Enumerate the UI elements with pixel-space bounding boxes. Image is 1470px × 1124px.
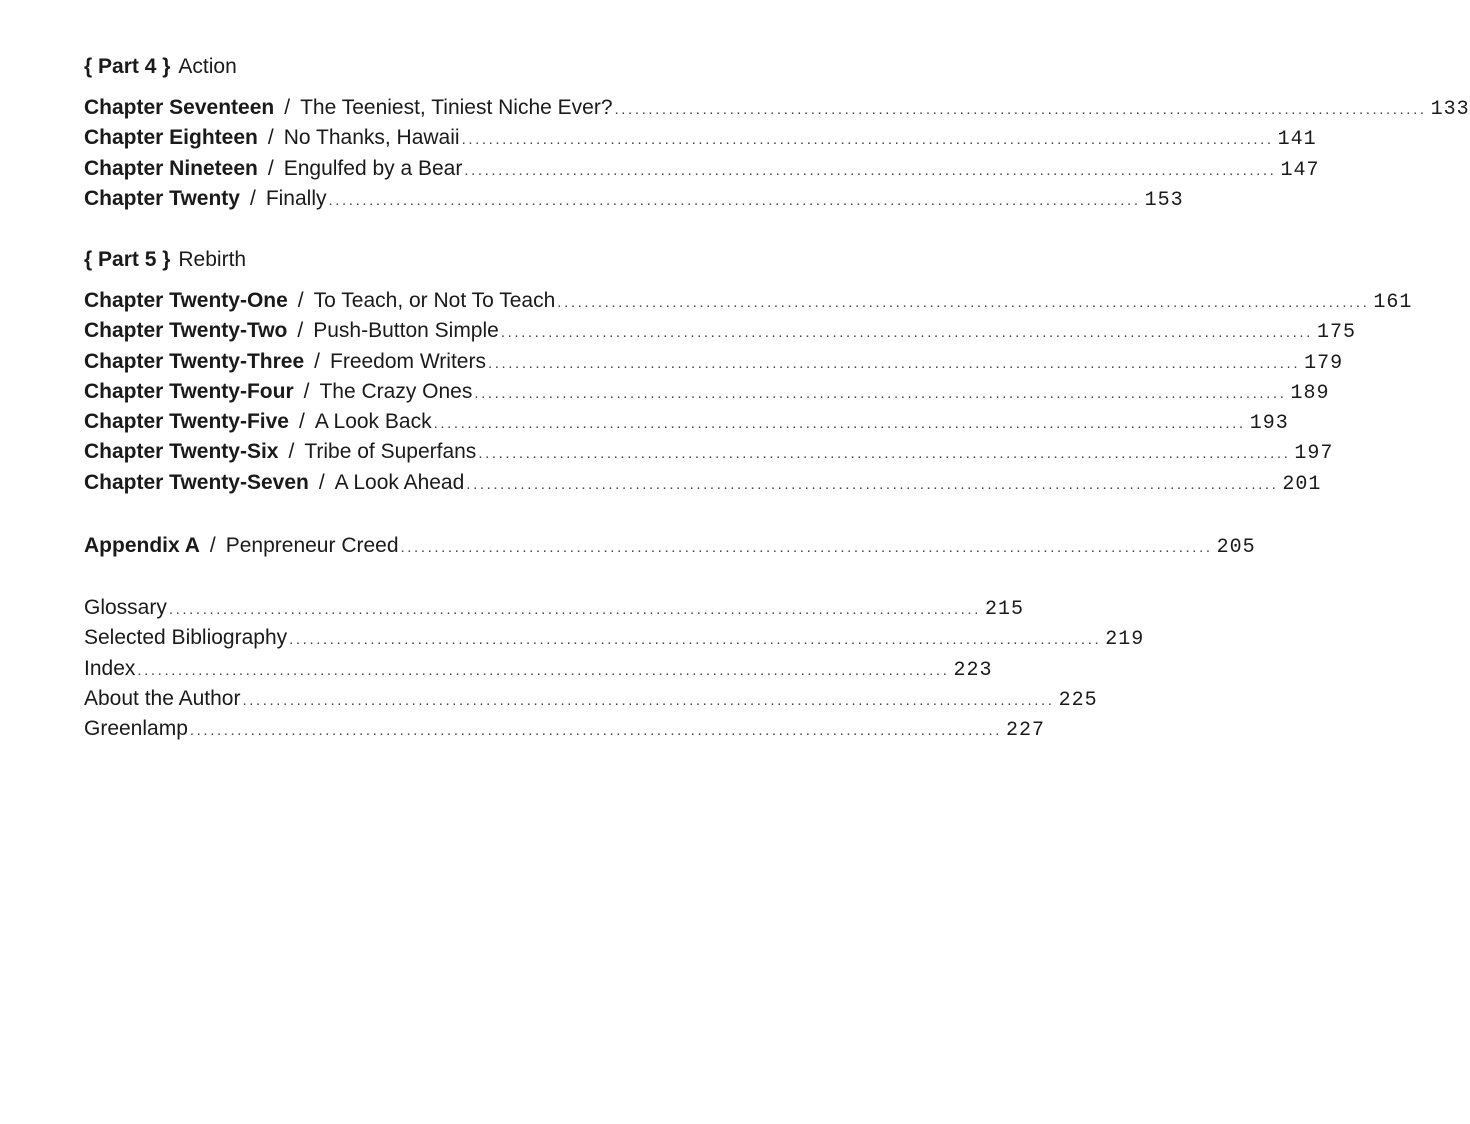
chapter-label: Chapter Twenty-Six xyxy=(84,440,279,464)
page-number: 141 xyxy=(1277,128,1317,152)
page-number: 227 xyxy=(1006,719,1046,743)
page-number: 201 xyxy=(1282,472,1322,496)
separator: / xyxy=(209,534,216,557)
part-title: Action xyxy=(178,55,237,78)
chapter-title: The Crazy Ones xyxy=(319,379,473,403)
dot-leader: ........................................................................................................................ xyxy=(466,475,1279,493)
chapter-label: Chapter Nineteen xyxy=(84,156,258,180)
toc-entry[interactable] xyxy=(84,437,1334,467)
toc-entry[interactable] xyxy=(84,286,1413,316)
page-number: 193 xyxy=(1249,412,1289,436)
toc-entry[interactable] xyxy=(84,316,1356,346)
toc-entry[interactable] xyxy=(84,123,1317,153)
back-matter-entry[interactable] xyxy=(84,684,1098,714)
chapter-label: Chapter Twenty-Three xyxy=(84,349,305,373)
chapter-list xyxy=(84,93,1470,214)
separator: / xyxy=(267,156,274,180)
chapter-title: No Thanks, Hawaii xyxy=(283,126,460,150)
chapter-label: Chapter Seventeen xyxy=(84,96,275,119)
part-heading xyxy=(84,52,237,82)
dot-leader: ........................................................................................................................ xyxy=(168,601,981,618)
page-number: 175 xyxy=(1316,321,1356,345)
chapter-title: Tribe of Superfans xyxy=(304,440,477,464)
separator: / xyxy=(288,440,295,464)
dot-leader: ........................................................................................................................ xyxy=(189,722,1002,740)
toc-entry[interactable] xyxy=(84,377,1330,407)
chapter-title: A Look Ahead xyxy=(334,470,465,494)
dot-leader: ........................................................................................................................ xyxy=(433,415,1246,433)
appendix-title: Penpreneur Creed xyxy=(225,534,399,557)
page-number: 147 xyxy=(1280,158,1320,182)
dot-leader: ........................................................................................................................ xyxy=(289,631,1102,649)
separator: / xyxy=(284,96,291,119)
dot-leader: ........................................................................................................................ xyxy=(474,384,1287,402)
chapter-label: Chapter Twenty xyxy=(84,186,240,210)
separator: / xyxy=(297,319,304,343)
back-matter-entry[interactable] xyxy=(84,623,1145,653)
part-title: Rebirth xyxy=(178,248,247,271)
dot-leader: ........................................................................................................................ xyxy=(487,354,1301,372)
toc-entry[interactable] xyxy=(84,468,1322,498)
entry-title: Index xyxy=(84,656,136,680)
dot-leader: ........................................................................................................................ xyxy=(500,324,1313,342)
dot-leader: ........................................................................................................................ xyxy=(614,101,1427,118)
page-number: 223 xyxy=(953,658,993,682)
chapter-title: The Teeniest, Tiniest Niche Ever? xyxy=(300,96,613,119)
page-number: 133 xyxy=(1430,98,1470,121)
chapter-label: Chapter Eighteen xyxy=(84,126,258,150)
chapter-title: Freedom Writers xyxy=(330,349,486,373)
page-number: 153 xyxy=(1144,188,1184,212)
dot-leader: ........................................................................................................................ xyxy=(478,445,1291,463)
dot-leader: ........................................................................................................................ xyxy=(242,691,1055,709)
separator: / xyxy=(297,289,304,312)
back-matter-entry[interactable] xyxy=(84,654,993,684)
chapter-title: Finally xyxy=(265,186,327,210)
page-number: 179 xyxy=(1304,351,1344,375)
dot-leader: ........................................................................................................................ xyxy=(328,191,1141,209)
part-label: { Part 5 } xyxy=(84,248,171,271)
entry-title: Glossary xyxy=(84,596,167,619)
dot-leader: ........................................................................................................................ xyxy=(400,539,1213,556)
toc-entry[interactable] xyxy=(84,154,1320,184)
part-label: { Part 4 } xyxy=(84,55,171,78)
part-heading xyxy=(84,245,246,275)
separator: / xyxy=(249,186,256,210)
dot-leader: ........................................................................................................................ xyxy=(137,661,950,679)
chapter-label: Chapter Twenty-Seven xyxy=(84,470,309,494)
dot-leader: ........................................................................................................................ xyxy=(464,161,1277,179)
chapter-title: A Look Back xyxy=(314,410,432,434)
page-number: 225 xyxy=(1058,688,1098,712)
page-number: 219 xyxy=(1105,628,1145,652)
page-number: 197 xyxy=(1294,442,1334,466)
appendix-entry[interactable] xyxy=(84,531,1256,561)
chapter-label: Chapter Twenty-Four xyxy=(84,379,294,403)
back-matter-entry[interactable] xyxy=(84,714,1046,744)
separator: / xyxy=(318,470,325,494)
entry-title: About the Author xyxy=(84,686,241,710)
separator: / xyxy=(303,379,310,403)
appendix-label: Appendix A xyxy=(84,534,200,557)
chapter-title: To Teach, or Not To Teach xyxy=(313,289,556,312)
chapter-label: Chapter Twenty-One xyxy=(84,289,288,312)
appendix-list xyxy=(84,531,1256,561)
entry-title: Greenlamp xyxy=(84,717,188,741)
back-matter-entry[interactable] xyxy=(84,593,1024,623)
toc-entry[interactable] xyxy=(84,184,1184,214)
page-number: 189 xyxy=(1290,381,1330,405)
toc-entry[interactable] xyxy=(84,347,1344,377)
chapter-title: Push-Button Simple xyxy=(313,319,499,343)
entry-title: Selected Bibliography xyxy=(84,626,288,650)
toc-entry[interactable] xyxy=(84,407,1289,437)
chapter-label: Chapter Twenty-Five xyxy=(84,410,289,434)
separator: / xyxy=(298,410,305,434)
separator: / xyxy=(267,126,274,150)
dot-leader: ........................................................................................................................ xyxy=(557,294,1370,311)
separator: / xyxy=(314,349,320,373)
page-number: 215 xyxy=(984,598,1024,621)
toc-entry[interactable] xyxy=(84,93,1470,123)
chapter-title: Engulfed by a Bear xyxy=(283,156,463,180)
back-matter-list xyxy=(84,593,1145,744)
dot-leader: ........................................................................................................................ xyxy=(461,131,1274,149)
page-number: 205 xyxy=(1216,536,1256,559)
chapter-label: Chapter Twenty-Two xyxy=(84,319,288,343)
page-number: 161 xyxy=(1373,291,1413,314)
chapter-list xyxy=(84,286,1413,498)
